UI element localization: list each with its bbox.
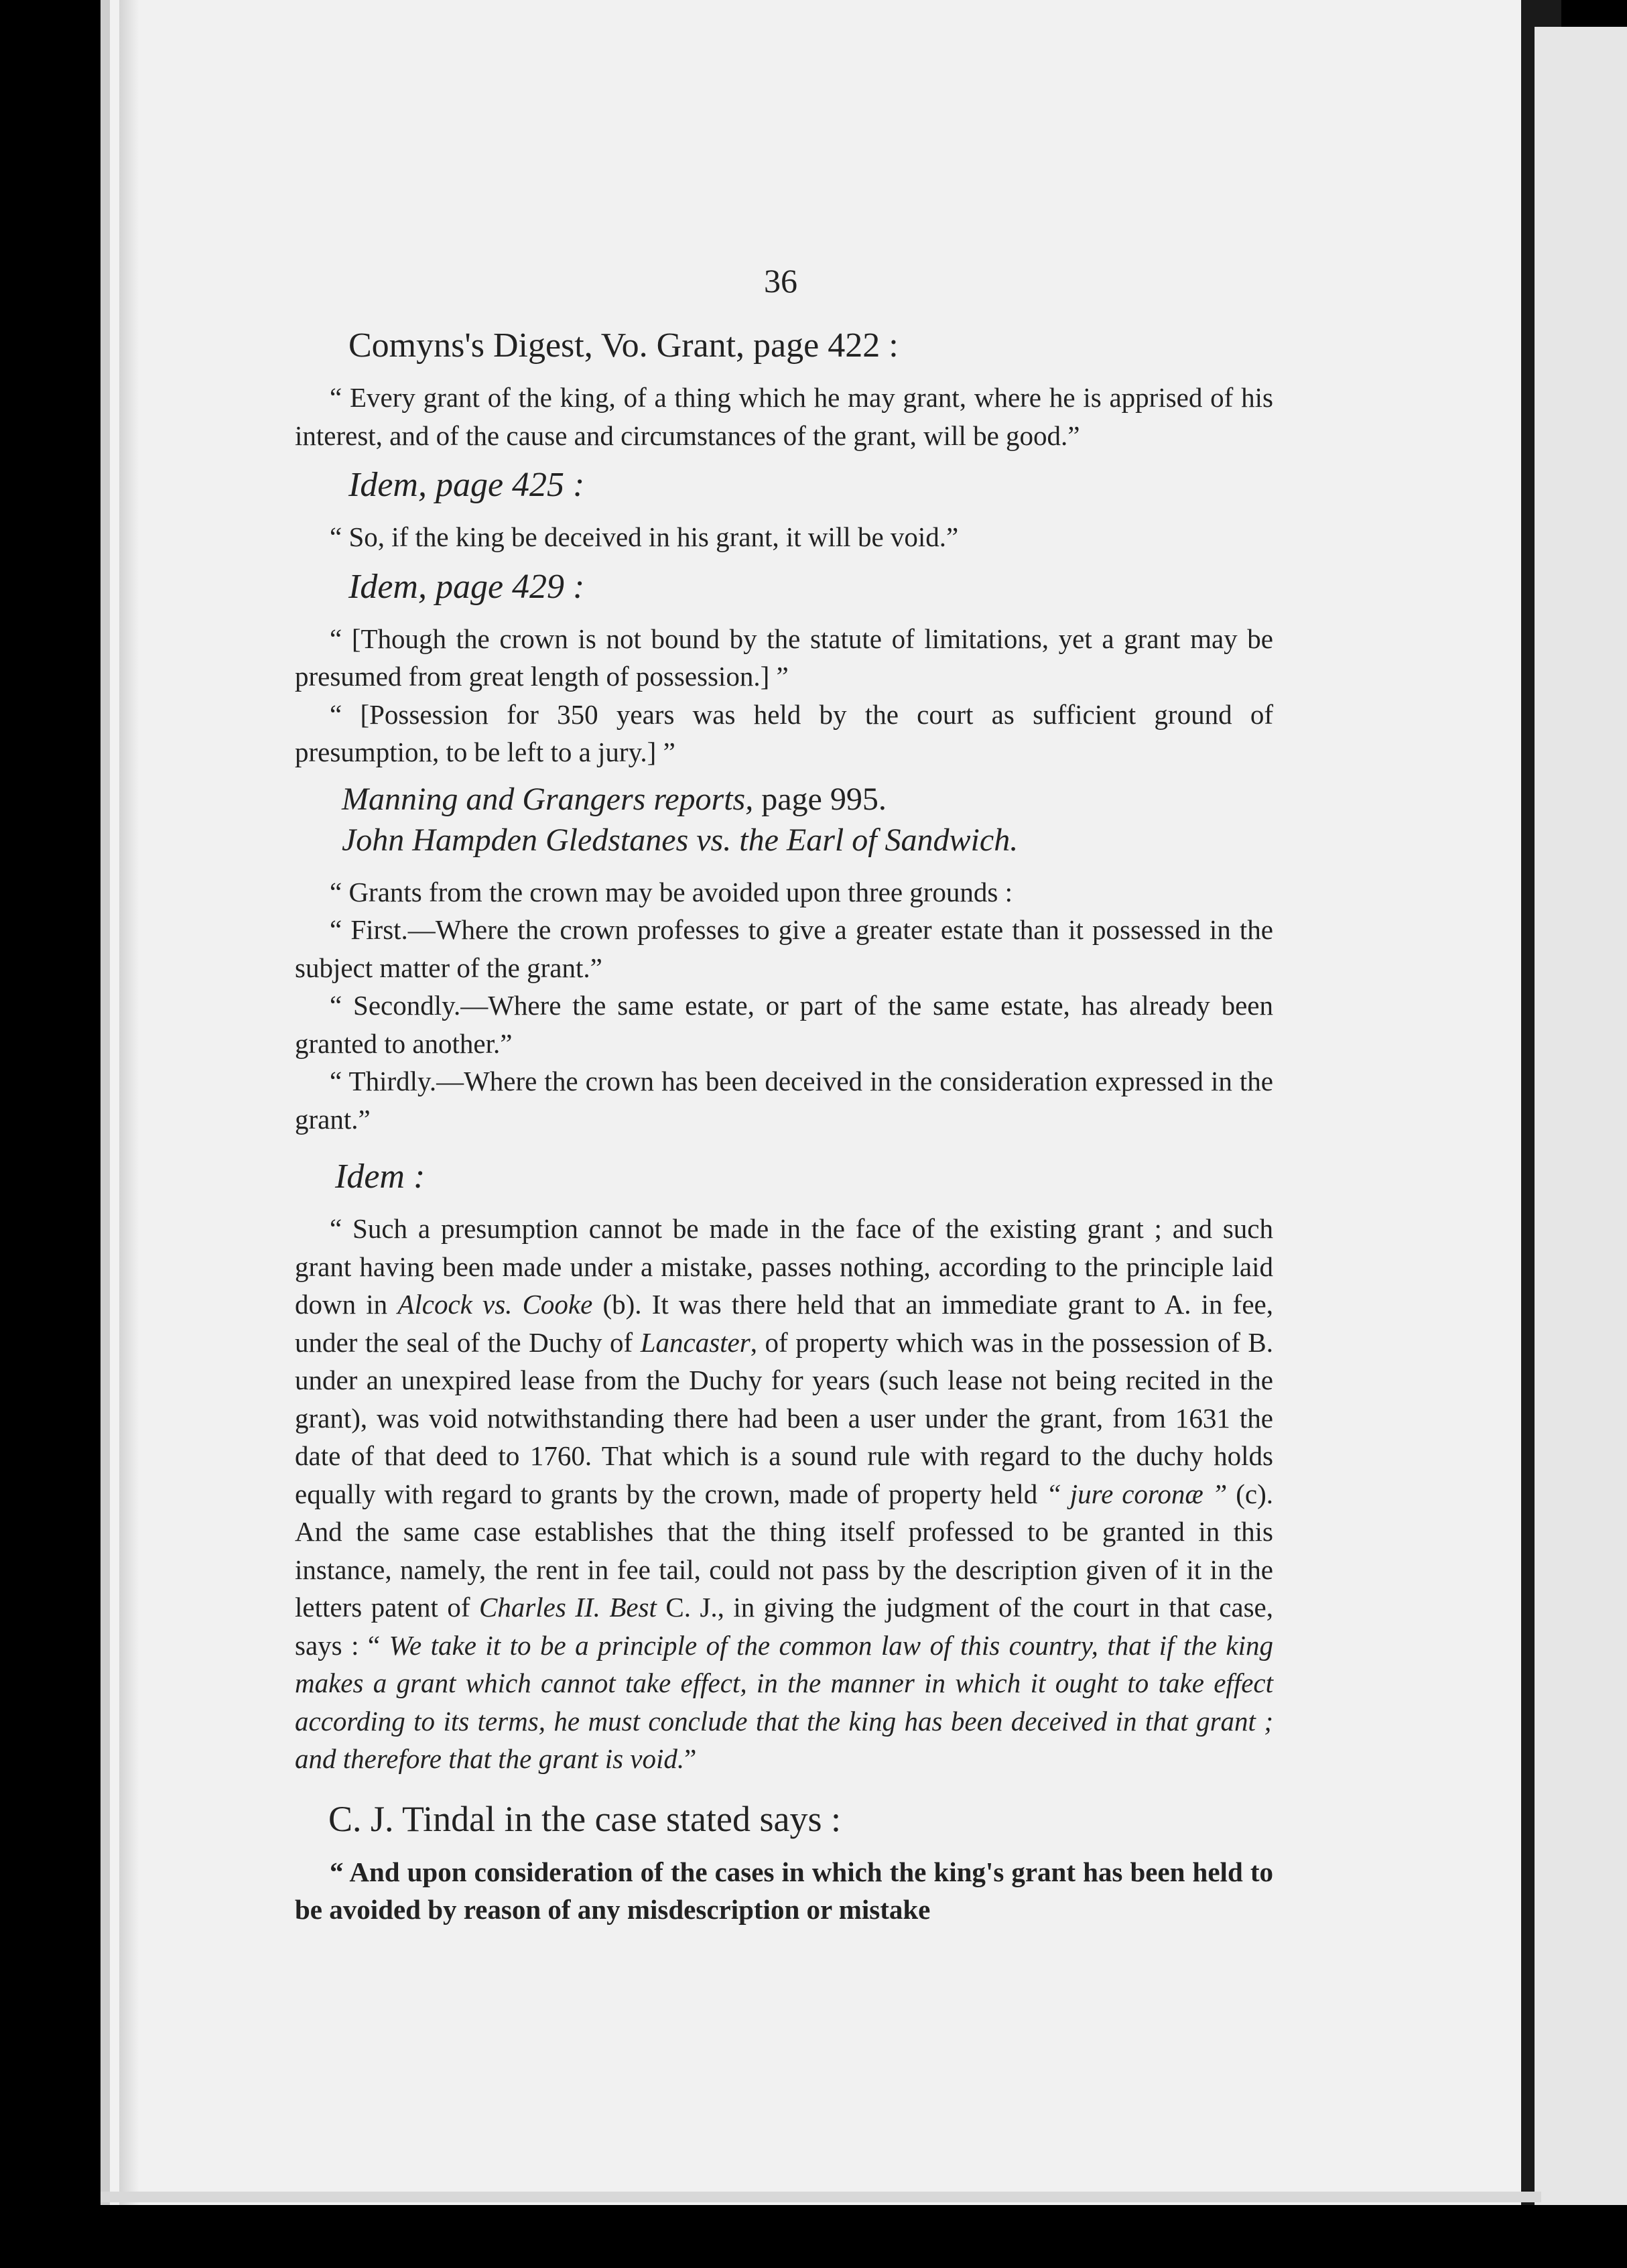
text-run: (b). It was there held that an immediate grant to A. in fee, under the seal of the Duchy of [295, 1289, 1273, 1358]
heading-idem-425: Idem, page 425 : [348, 466, 585, 504]
quote-statute-limitations: “ [Though the crown is not bound by the statute of limitations, yet a grant may be presumed from great length of possession.] ” [295, 623, 1273, 692]
quote-three-grounds: “ Grants from the crown may be avoided upon three grounds : [330, 876, 1013, 907]
heading-manning-grangers [342, 781, 1273, 818]
heading-case-title: John Hampden Gledstanes vs. the Earl of Sandwich. [342, 822, 1019, 858]
name-charles-best: Charles II. Best [478, 1592, 657, 1623]
heading-tindal: C. J. Tindal in the case stated says : [328, 1798, 841, 1839]
quote-first: “ First.—Where the crown professes to give a greater estate than it possessed in the subject matter of the grant.” [295, 914, 1273, 983]
text-run: “ Such a presumption cannot be made in the face of the existing grant ; and such grant having been made under a mistake, passes nothing, according to the principle laid down in [295, 1213, 1273, 1320]
adjacent-page-edge [1535, 27, 1627, 2205]
heading-comyns-digest: Comyns's Digest, Vo. Grant, page 422 : [348, 326, 899, 365]
reporter-name: Manning and Grangers reports, [342, 781, 754, 817]
place-lancaster: Lancaster [640, 1326, 751, 1358]
page-content [295, 261, 1273, 1933]
heading-idem: Idem : [335, 1157, 426, 1196]
quoted-judgment: We take it to be a principle of the common law of this country, that if the king makes a grant which cannot take effect, in the manner in which it ought to take effect according to its terms, he must conclude that the king has been deceived in that grant ; and therefore that the grant is void. [295, 1629, 1273, 1774]
text-run: , of property which was in the possession of B. under an unexpired lease from the Duchy for years (such lease not being recited in the grant), was void notwithstanding there had been a user under the grant, from 1631 the date of that deed to 1760. That which is a sound rule with regard to the duchy holds equally with regard to grants by the crown, made of property held [295, 1326, 1273, 1509]
quote-secondly: “ Secondly.—Where the same estate, or part of the same estate, has already been granted to another.” [295, 990, 1273, 1059]
quote-possession-350: “ [Possession for 350 years was held by the court as sufficient ground of presumption, to be left to a jury.] ” [295, 698, 1273, 767]
quote-every-grant: “ Every grant of the king, of a thing which he may grant, where he is apprised of his interest, and of the cause and circumstances of the grant, will be good.” [295, 382, 1273, 451]
text-run: ” [684, 1743, 697, 1774]
case-citation-alcock: Alcock vs. Cooke [397, 1289, 593, 1320]
page-number: 36 [764, 262, 797, 300]
text-run: (c). And the same case establishes that the thing itself professed to be granted in this instance, namely, the rent in fee tail, could not pass by the description given of it in the letters patent of [295, 1478, 1273, 1623]
reporter-page: page 995. [761, 781, 887, 817]
quote-consideration: “ And upon consideration of the cases in which the king's grant has been held to be avoided by reason of any misdescription or mistake [295, 1856, 1273, 1925]
heading-idem-429: Idem, page 429 : [348, 567, 585, 606]
text-run: C. J., in giving the judgment of the court in that case, says : “ [295, 1592, 1273, 1661]
quote-thirdly: “ Thirdly.—Where the crown has been deceived in the consideration expressed in the grant.” [295, 1066, 1273, 1135]
quote-deceived-void: “ So, if the king be deceived in his grant, it will be void.” [330, 521, 959, 552]
latin-phrase: “ jure coronæ ” [1046, 1478, 1228, 1509]
page-bottom-edge [101, 2192, 1541, 2202]
quote-presumption [295, 1210, 1273, 1778]
